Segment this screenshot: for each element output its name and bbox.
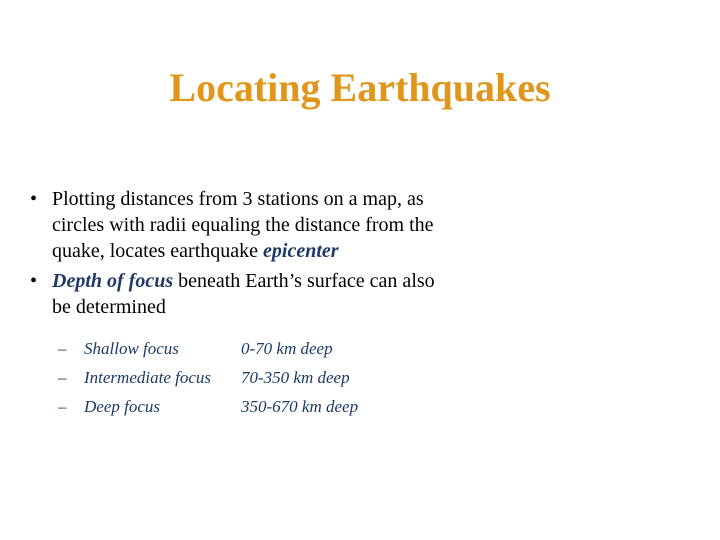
sub-item-label: Deep focus	[84, 397, 161, 416]
focus-depth-list	[58, 334, 450, 421]
sub-item-value: 0-70 km deep	[241, 339, 333, 358]
sub-item-value: 350-670 km deep	[241, 397, 359, 416]
bullet-depth-of-focus	[30, 268, 450, 320]
bullet-dot: •	[30, 188, 38, 210]
slide-title: Locating Earthquakes	[169, 65, 551, 110]
sub-item-value: 70-350 km deep	[241, 368, 350, 387]
bullet-text: beneath Earth’s surface can also be determined	[52, 270, 435, 318]
sub-item-dash: –	[58, 368, 67, 387]
sub-item-deep-focus	[58, 392, 450, 421]
bullet-epicenter	[30, 186, 450, 264]
sub-item-dash: –	[58, 339, 67, 358]
sub-item-shallow-focus	[58, 334, 450, 363]
slide-content	[30, 186, 450, 421]
sub-item-label: Intermediate focus	[84, 368, 211, 387]
bullet-dot: •	[30, 270, 38, 292]
sub-item-label: Shallow focus	[84, 339, 179, 358]
bullet-text: Plotting distances from 3 stations on a map, as circles with radii equaling the distance from the quake, locates earthquake	[52, 188, 434, 262]
sub-item-intermediate-focus	[58, 363, 450, 392]
sub-item-dash: –	[58, 397, 67, 416]
bullet-emphasis: Depth of focus	[52, 270, 174, 292]
bullet-emphasis: epicenter	[263, 240, 339, 262]
